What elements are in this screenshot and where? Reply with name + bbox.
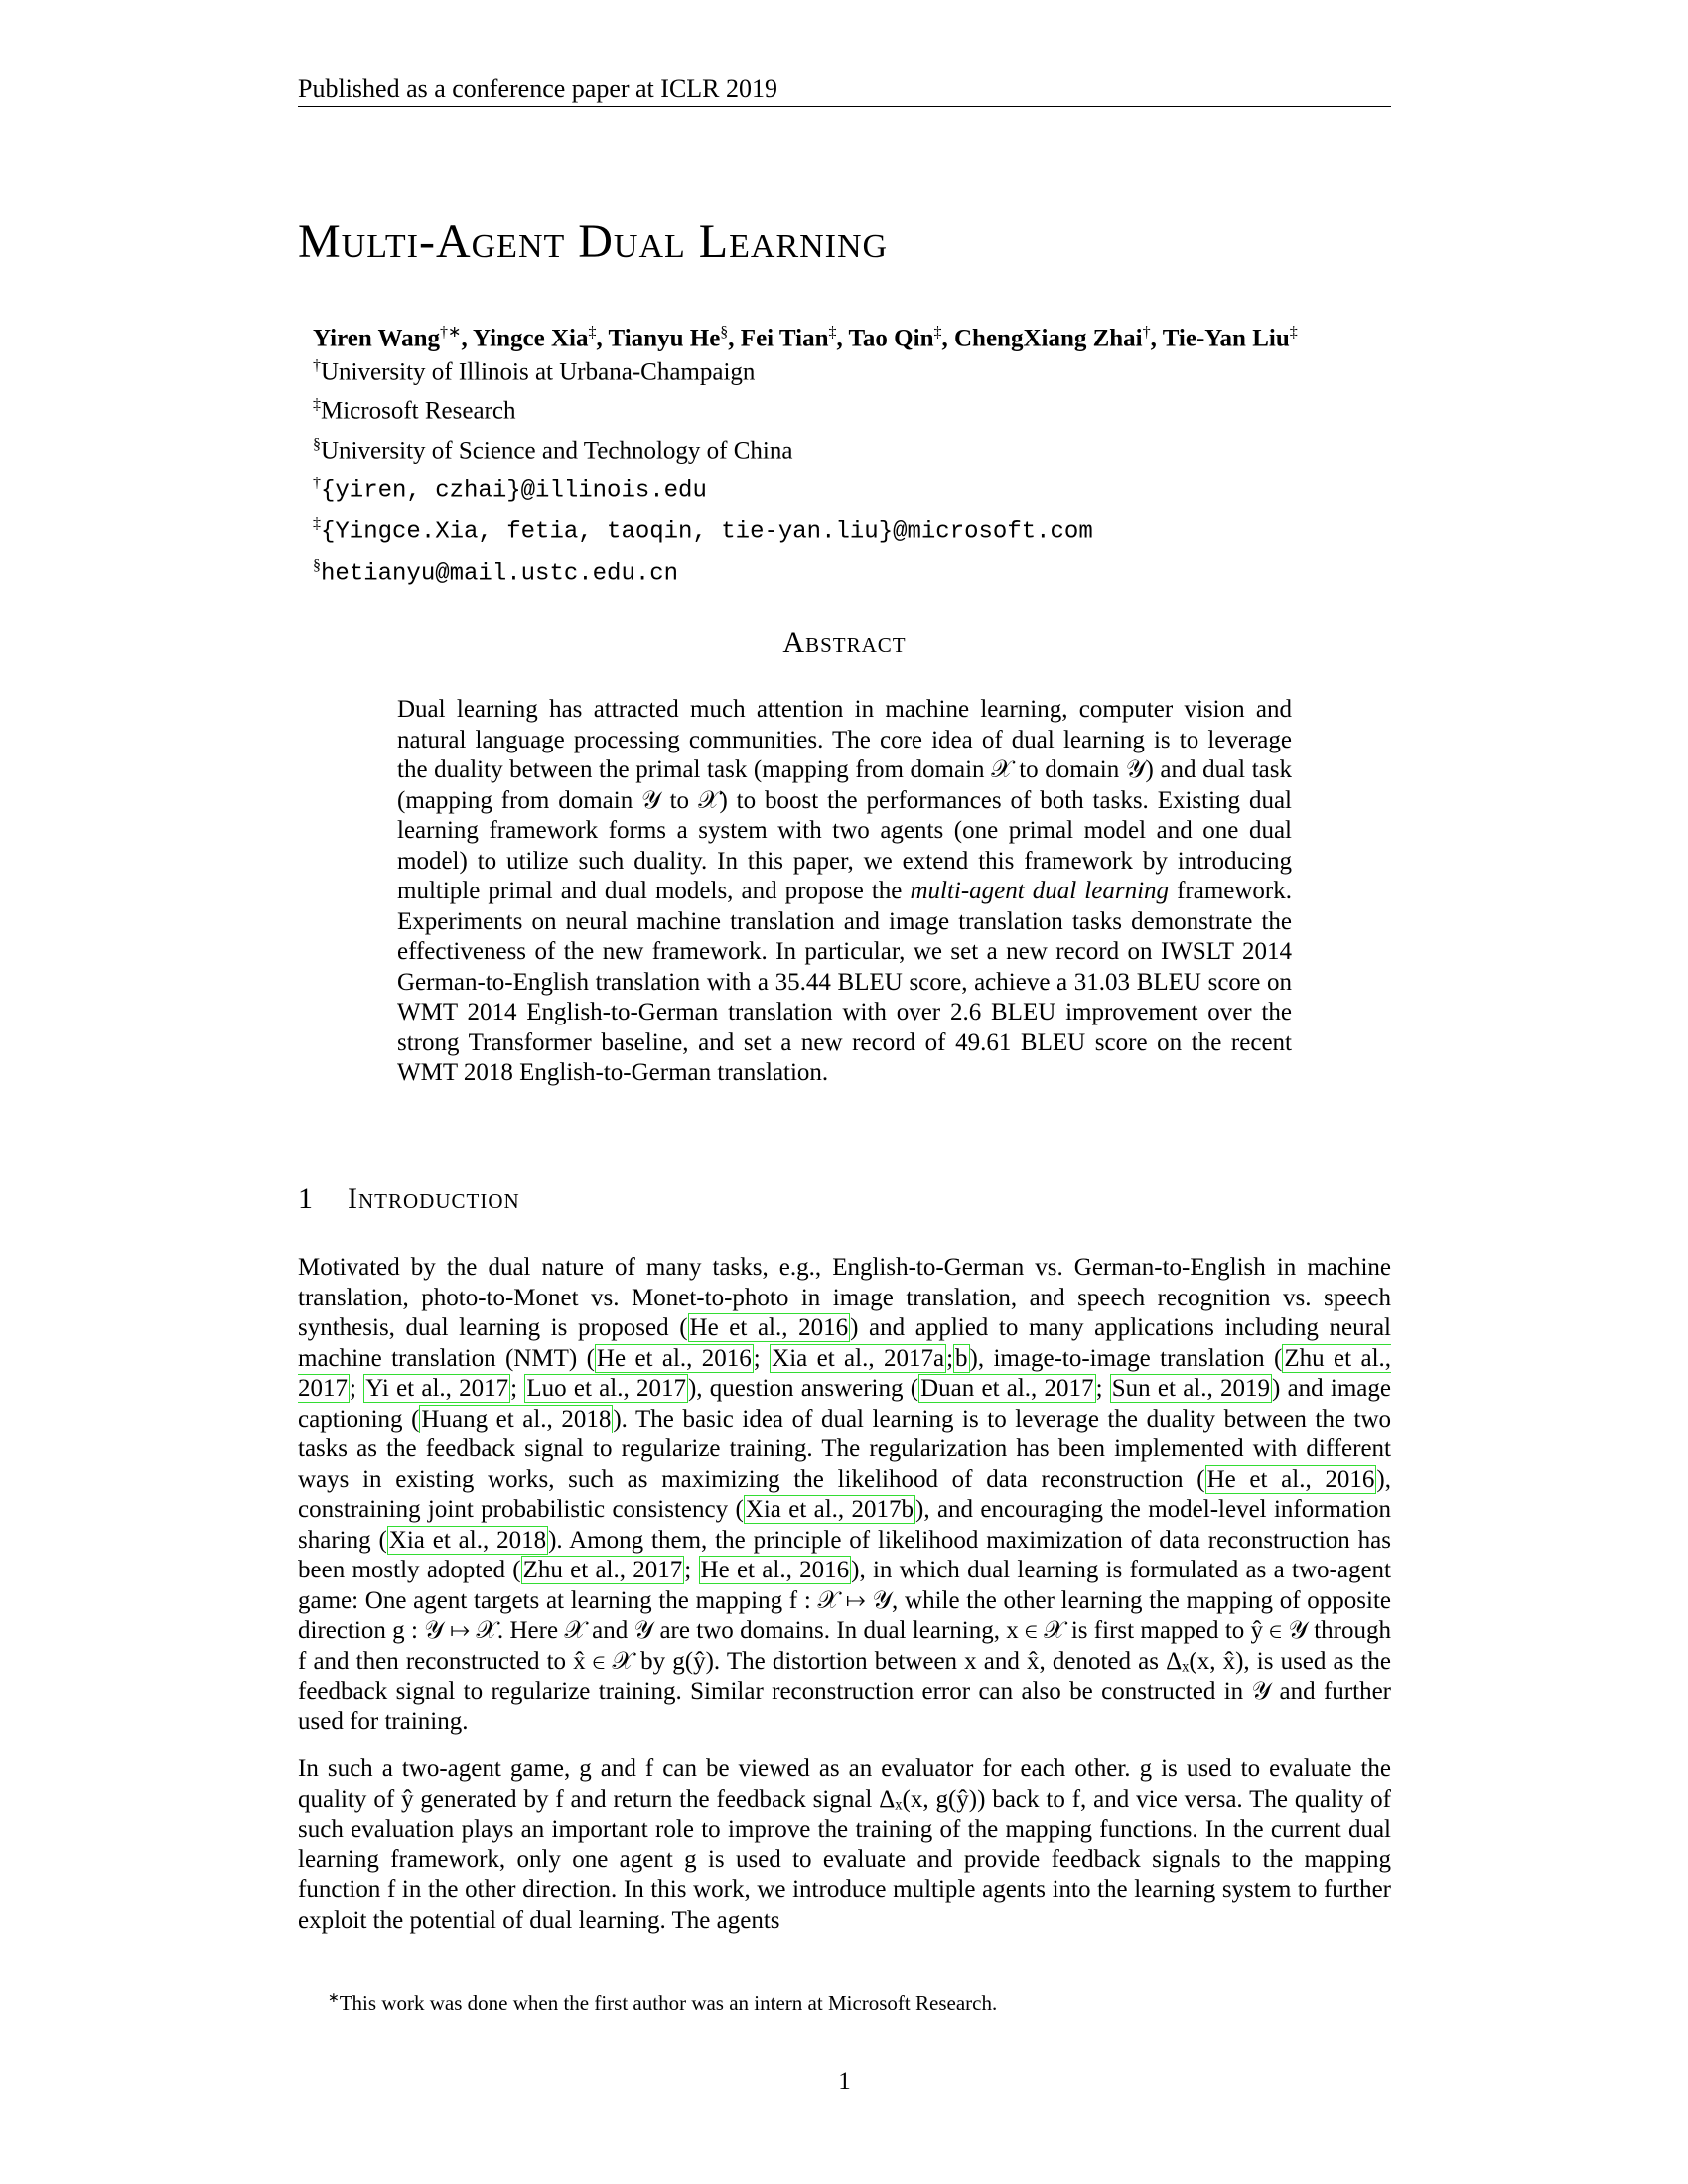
author-name: Fei Tian [740, 325, 829, 352]
author-mark: ‡ [588, 324, 597, 341]
citation-link[interactable]: He et al., 2016 [700, 1557, 850, 1583]
citation-link[interactable]: Duan et al., 2017 [920, 1375, 1094, 1402]
citation-link[interactable]: b [955, 1344, 968, 1372]
paper-title: Multi-Agent Dual Learning [298, 215, 889, 268]
abstract-body: Dual learning has attracted much attention in machine learning, computer vision and natural language processing communities. The core idea of dual learning is to leverage the duality between the primal task (mapping from domain 𝒳 to domain 𝒴) and dual task (mapping from domain 𝒴 to 𝒳) to boost the performances of both tasks. Existing dual learning framework forms a system with two agents (one primal model and one dual model) to utilize such duality. In this paper, we extend this framework by introducing multiple primal and dual models, and propose the multi-agent dual learning framework. Experiments on neural machine translation and image translation tasks demonstrate the effectiveness of the new framework. In particular, we set a new record on IWSLT 2014 German-to-English translation with a 35.44 BLEU score, achieve a 31.03 BLEU score on WMT 2014 English-to-German translation with over 2.6 BLEU improvement over the strong Transformer baseline, and set a new record of 49.61 BLEU score on the recent WMT 2018 English-to-German translation. [397, 696, 1292, 1086]
abstract-heading: Abstract [782, 626, 907, 659]
citation-link[interactable]: Zhu et al., 2017 [298, 1344, 1392, 1402]
citation-link[interactable]: He et al., 2016 [596, 1344, 752, 1372]
affiliation-line: ‡Microsoft Research [313, 396, 516, 425]
email-line: §hetianyu@mail.ustc.edu.cn [313, 556, 679, 587]
citation-link[interactable]: Sun et al., 2019 [1111, 1375, 1270, 1402]
author-list: Yiren Wang†∗, Yingce Xia‡, Tianyu He§, Fei Tian‡, Tao Qin‡, ChengXiang Zhai†, Tie-Yan Liu‡ [313, 324, 1298, 352]
paragraph: In such a two-agent game, g and f can be viewed as an evaluator for each other. g is used to evaluate the quality of ŷ generated by f and return the feedback signal Δₓ(x, g(ŷ)) back to f, and vice versa. The quality of such evaluation plays an important role to improve the training of the mapping functions. In the current dual learning framework, only one agent g is used to evaluate and provide feedback signals to the mapping function f in the other direction. In this work, we introduce multiple agents into the learning system to further exploit the potential of dual learning. The agents [298, 1755, 1391, 1934]
citation-link[interactable]: Zhu et al., 2017 [522, 1557, 683, 1583]
section-heading [298, 1181, 1391, 1217]
citation-link[interactable]: He et al., 2016 [689, 1314, 849, 1341]
section-title: Introduction [348, 1182, 520, 1215]
paragraph: Motivated by the dual nature of many tasks, e.g., English-to-German vs. German-to-English in machine translation, photo-to-Monet vs. Monet-to-photo in image translation, and speech recognition vs. speech synthesis, dual learning is proposed (He et al., 2016) and applied to many applications including neural machine translation (NMT) (He et al., 2016; Xia et al., 2017a;b), image-to-image translation (Zhu et al., 2017; Yi et al., 2017; Luo et al., 2017), question answering (Duan et al., 2017; Sun et al., 2019) and image captioning (Huang et al., 2018). The basic idea of dual learning is to leverage the duality between the two tasks as the feedback signal to regularize training. The regularization has been implemented with different ways in existing works, such as maximizing the likelihood of data reconstruction (He et al., 2016), constraining joint probabilistic consistency (Xia et al., 2017b), and encouraging the model-level information sharing (Xia et al., 2018). Among them, the principle of likelihood maximization of data reconstruction has been mostly adopted (Zhu et al., 2017; He et al., 2016), in which dual learning is formulated as a two-agent game: One agent targets at learning the mapping f : 𝒳 ↦ 𝒴, while the other learning the mapping of opposite direction g : 𝒴 ↦ 𝒳. Here 𝒳 and 𝒴 are two domains. In dual learning, x ∈ 𝒳 is first mapped to ŷ ∈ 𝒴 through f and then reconstructed to x̂ ∈ 𝒳 by g(ŷ). The distortion between x and x̂, denoted as Δₓ(x, x̂), is used as the feedback signal to regularize training. Similar reconstruction error can also be constructed in 𝒴 and further used for training. [298, 1254, 1392, 1735]
citation-link[interactable]: Luo et al., 2017 [526, 1375, 686, 1402]
author-name: Yiren Wang [313, 325, 441, 352]
header-rule [298, 106, 1391, 107]
footnote: ∗This work was done when the first author was an intern at Microsoft Research. [328, 1991, 998, 2015]
citation-link[interactable]: Yi et al., 2017 [365, 1375, 509, 1402]
citation-link[interactable]: Xia et al., 2017b [745, 1496, 914, 1523]
author-mark: ‡ [1289, 324, 1298, 341]
citation-link[interactable]: He et al., 2016 [1206, 1465, 1375, 1493]
citation-link[interactable]: Xia et al., 2018 [388, 1526, 547, 1554]
running-header: Published as a conference paper at ICLR 2019 [298, 74, 778, 103]
email-line: ‡{Yingce.Xia, fetia, taoqin, tie-yan.liu}@microsoft.com [313, 515, 1093, 546]
email-line: †{yiren, czhai}@illinois.edu [313, 474, 707, 505]
affiliation-line: †University of Illinois at Urbana-Champaign [313, 357, 756, 386]
author-mark: § [720, 324, 729, 341]
author-mark: †∗ [440, 324, 462, 341]
author-name: ChengXiang Zhai [953, 325, 1143, 352]
author-name: Tianyu He [608, 325, 721, 352]
author-name: Tao Qin [848, 325, 934, 352]
affiliation-line: §University of Science and Technology of China [313, 435, 793, 464]
author-mark: † [1142, 324, 1151, 341]
author-name: Tie-Yan Liu [1162, 325, 1290, 352]
section-number: 1 [298, 1182, 313, 1215]
emphasis: multi-agent dual learning [910, 878, 1170, 904]
page-number: 1 [838, 2068, 851, 2095]
author-mark: ‡ [933, 324, 942, 341]
author-mark: ‡ [828, 324, 837, 341]
affiliation-block [313, 349, 1405, 590]
citation-link[interactable]: Xia et al., 2017a [772, 1344, 945, 1372]
author-name: Yingce Xia [473, 325, 589, 352]
introduction-body [298, 1253, 1391, 1953]
citation-link[interactable]: Huang et al., 2018 [421, 1405, 612, 1433]
